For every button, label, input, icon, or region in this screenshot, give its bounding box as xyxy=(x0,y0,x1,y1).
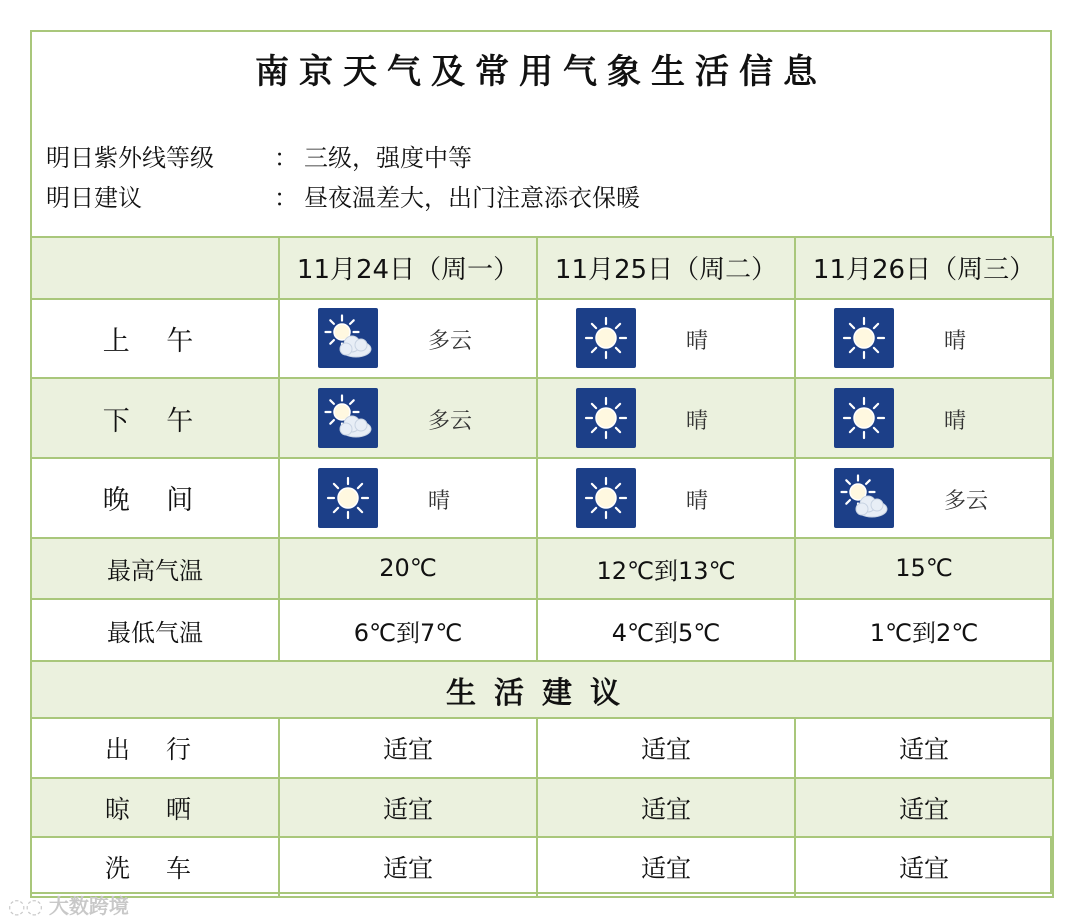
watermark-text: 大数跨境 xyxy=(48,894,129,918)
life-value: 适宜 xyxy=(537,837,795,897)
life-value: 适宜 xyxy=(279,837,537,897)
sunny-icon xyxy=(834,308,894,368)
weather-row-morning xyxy=(31,299,1053,379)
life-value: 适宜 xyxy=(795,778,1053,838)
life-section-header-row xyxy=(31,661,1053,719)
header-section xyxy=(32,32,1050,236)
row-label: 晾 晒 xyxy=(31,778,279,838)
page-title: 南京天气及常用气象生活信息 xyxy=(255,52,827,92)
row-label: 晚 间 xyxy=(31,458,279,538)
weather-text: 多云 xyxy=(428,329,473,355)
partly-cloudy-icon xyxy=(318,388,378,448)
weather-text: 晴 xyxy=(944,409,967,435)
weather-cell xyxy=(538,459,794,537)
weather-text: 晴 xyxy=(944,329,967,355)
life-section-title: 生活建议 xyxy=(31,661,1053,719)
weather-cell xyxy=(280,300,536,378)
corner-cell xyxy=(31,237,279,299)
weather-cell xyxy=(280,379,536,457)
temp-value: 4℃到5℃ xyxy=(537,599,795,661)
date-header-row xyxy=(31,237,1053,299)
advice-colon: ： xyxy=(274,184,298,212)
life-row-carwash xyxy=(31,837,1053,897)
sunny-icon xyxy=(576,388,636,448)
weather-info-panel xyxy=(30,30,1052,894)
weather-text: 晴 xyxy=(428,488,451,514)
row-label: 出 行 xyxy=(31,718,279,778)
life-value: 适宜 xyxy=(795,837,1053,897)
sunny-icon xyxy=(834,388,894,448)
temp-value: 12℃到13℃ xyxy=(537,538,795,600)
row-label: 最高气温 xyxy=(31,538,279,600)
row-label: 洗 车 xyxy=(31,837,279,897)
watermark xyxy=(8,890,129,919)
sunny-icon xyxy=(318,468,378,528)
temp-value: 6℃到7℃ xyxy=(279,599,537,661)
weather-cell xyxy=(796,300,1052,378)
weather-cell xyxy=(538,300,794,378)
advice-value: 昼夜温差大，出门注意添衣保暖 xyxy=(304,184,640,212)
life-row-travel xyxy=(31,718,1053,778)
weather-cell xyxy=(280,459,536,537)
weather-text: 多云 xyxy=(944,488,989,514)
uv-level-label: 明日紫外线等级 xyxy=(46,144,214,172)
row-label: 上 午 xyxy=(31,299,279,379)
date-header: 11月26日（周三） xyxy=(795,237,1053,299)
weather-cell xyxy=(796,379,1052,457)
life-value: 适宜 xyxy=(795,718,1053,778)
sunny-icon xyxy=(576,468,636,528)
weather-text: 晴 xyxy=(686,409,709,435)
max-temp-row xyxy=(31,538,1053,600)
date-header: 11月25日（周二） xyxy=(537,237,795,299)
temp-value: 15℃ xyxy=(795,538,1053,600)
life-value: 适宜 xyxy=(537,718,795,778)
weather-cell xyxy=(796,459,1052,537)
temp-value: 20℃ xyxy=(279,538,537,600)
watermark-logo-icon: ◌◌ xyxy=(8,894,43,918)
life-value: 适宜 xyxy=(279,718,537,778)
uv-level-colon: ： xyxy=(274,144,298,172)
temp-value: 1℃到2℃ xyxy=(795,599,1053,661)
row-label: 最低气温 xyxy=(31,599,279,661)
life-value: 适宜 xyxy=(279,778,537,838)
weather-row-afternoon xyxy=(31,378,1053,458)
row-label: 下 午 xyxy=(31,378,279,458)
life-value: 适宜 xyxy=(537,778,795,838)
uv-level-value: 三级，强度中等 xyxy=(304,144,472,172)
weather-text: 晴 xyxy=(686,488,709,514)
partly-cloudy-icon xyxy=(318,308,378,368)
forecast-table xyxy=(30,236,1054,898)
partly-cloudy-icon xyxy=(834,468,894,528)
date-header: 11月24日（周一） xyxy=(279,237,537,299)
weather-row-evening xyxy=(31,458,1053,538)
min-temp-row xyxy=(31,599,1053,661)
weather-text: 晴 xyxy=(686,329,709,355)
life-row-drying xyxy=(31,778,1053,838)
sunny-icon xyxy=(576,308,636,368)
weather-text: 多云 xyxy=(428,409,473,435)
advice-label: 明日建议 xyxy=(46,184,142,212)
weather-cell xyxy=(538,379,794,457)
